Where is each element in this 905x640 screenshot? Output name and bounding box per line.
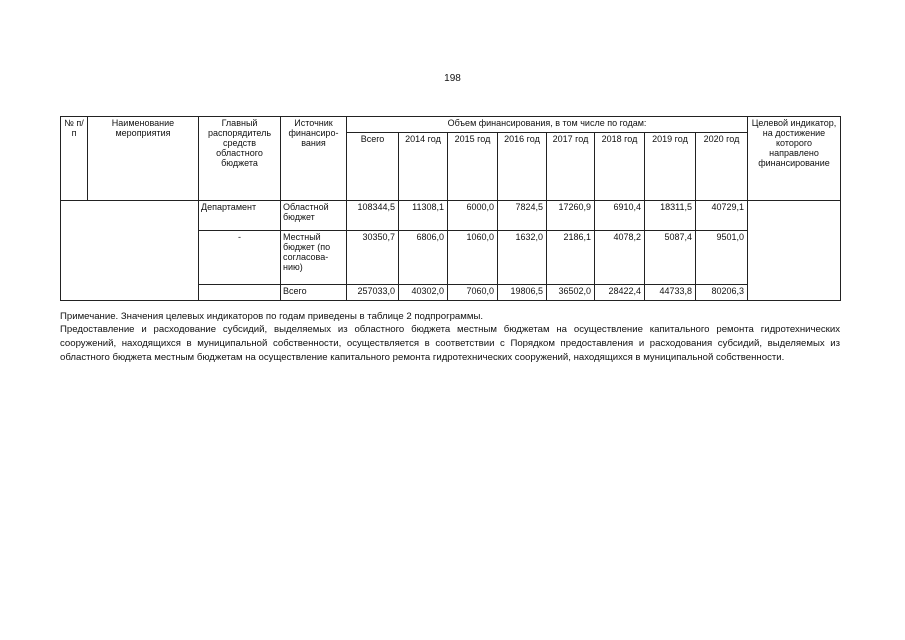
total-cell: 257033,0 <box>347 285 399 301</box>
header-volume: Объем финансирования, в том числе по годам: <box>347 117 748 133</box>
indicator-cell <box>748 201 841 301</box>
value-cell: 17260,9 <box>547 201 595 231</box>
page-number: 198 <box>444 73 461 84</box>
financing-table <box>60 116 841 301</box>
header-year: 2019 год <box>645 133 696 201</box>
value-cell: 18311,5 <box>645 201 696 231</box>
source-cell: Местный бюджет (по согласова-нию) <box>281 231 347 285</box>
value-cell: 44733,8 <box>645 285 696 301</box>
value-cell: 2186,1 <box>547 231 595 285</box>
value-cell: 36502,0 <box>547 285 595 301</box>
note-text: Примечание. Значения целевых индикаторов по годам приведены в таблице 2 подпрограммы. <box>60 311 484 322</box>
source-cell: Областной бюджет <box>281 201 347 231</box>
value-cell: 6000,0 <box>448 201 498 231</box>
value-cell: 1632,0 <box>498 231 547 285</box>
subsidy-paragraph: Предоставление и расходование субсидий, выделяемых из областного бюджета местным бюджетам на осуществление капитального ремонта гидротехнических сооружений, находящихся в муниципальной собственности, осуществляется в соответствии с Порядком предоставления и расходования субсидий, выделяемых из областного бюджета местным бюджетам на осуществление капитального ремонта гидротехнических сооружений, находящихся в муниципальной собственности. <box>60 324 840 363</box>
value-cell: 40729,1 <box>696 201 748 231</box>
header-year: 2015 год <box>448 133 498 201</box>
value-cell: 4078,2 <box>595 231 645 285</box>
distributor-cell: Департамент <box>199 201 281 231</box>
header-year: 2016 год <box>498 133 547 201</box>
value-cell: 7060,0 <box>448 285 498 301</box>
header-num: № п/п <box>61 117 88 201</box>
table-row <box>61 201 841 231</box>
total-cell: 30350,7 <box>347 231 399 285</box>
value-cell: 6910,4 <box>595 201 645 231</box>
header-distributor: Главный распорядитель средств областного бюджета <box>199 117 281 201</box>
value-cell: 80206,3 <box>696 285 748 301</box>
header-year: 2017 год <box>547 133 595 201</box>
value-cell: 9501,0 <box>696 231 748 285</box>
source-cell: Всего <box>281 285 347 301</box>
header-total: Всего <box>347 133 399 201</box>
header-source: Источник финансиро-вания <box>281 117 347 201</box>
value-cell: 1060,0 <box>448 231 498 285</box>
value-cell: 11308,1 <box>399 201 448 231</box>
total-cell: 108344,5 <box>347 201 399 231</box>
distributor-cell: - <box>199 231 281 285</box>
header-year: 2014 год <box>399 133 448 201</box>
header-year: 2018 год <box>595 133 645 201</box>
header-year: 2020 год <box>696 133 748 201</box>
empty-merged-cell <box>61 201 199 301</box>
header-indicator: Целевой индикатор, на достижение которого направлено финансирование <box>748 117 841 201</box>
distributor-cell <box>199 285 281 301</box>
value-cell: 28422,4 <box>595 285 645 301</box>
value-cell: 7824,5 <box>498 201 547 231</box>
value-cell: 40302,0 <box>399 285 448 301</box>
value-cell: 6806,0 <box>399 231 448 285</box>
value-cell: 5087,4 <box>645 231 696 285</box>
header-name: Наименование мероприятия <box>88 117 199 201</box>
value-cell: 19806,5 <box>498 285 547 301</box>
